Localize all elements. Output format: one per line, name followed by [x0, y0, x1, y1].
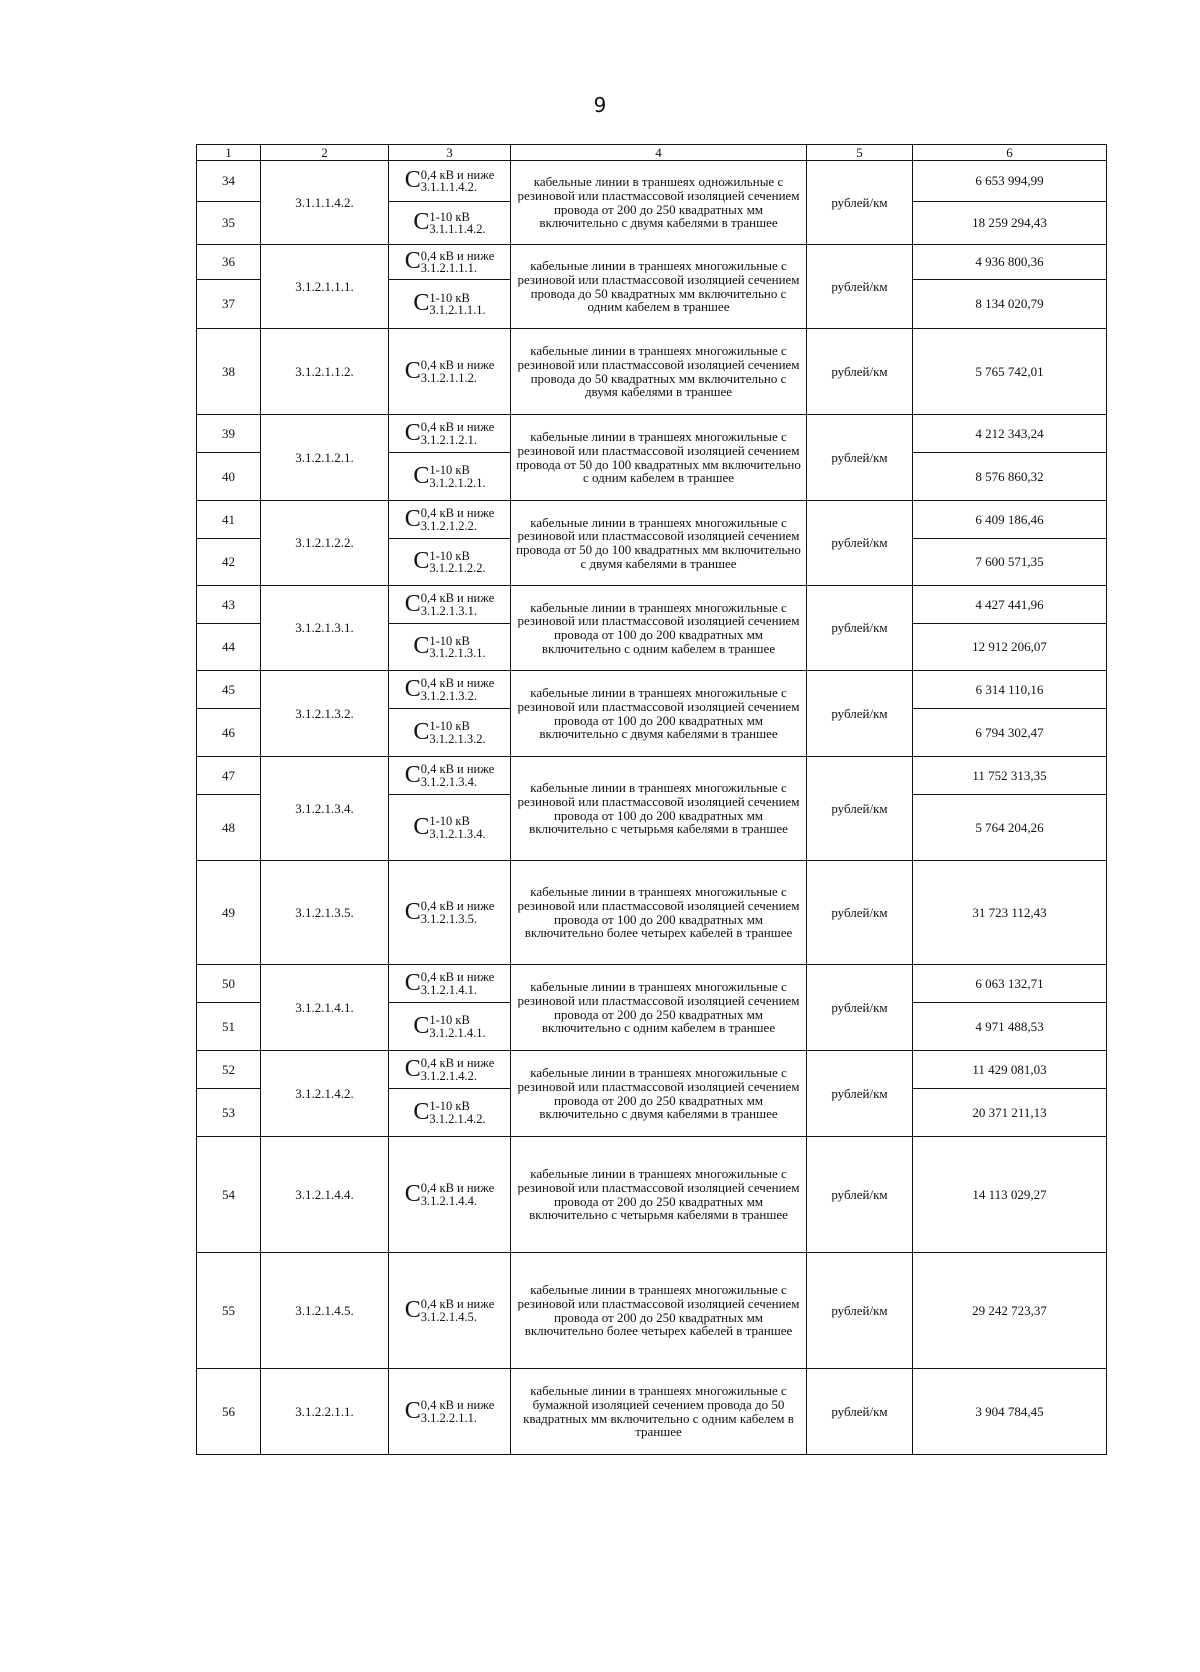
table-body: [197, 161, 1107, 1455]
row-number: 55: [197, 1253, 261, 1369]
code-subscript: 3.1.2.2.1.1.: [420, 1410, 477, 1425]
rate-letter: C: [413, 548, 430, 575]
code-subscript: 3.1.2.1.4.1.: [420, 982, 477, 997]
unit: рублей/км: [807, 1253, 913, 1369]
item-description: кабельные линии в траншеях многожильные с резиновой или пластмассовой изоляцией сечением провода от 200 до 250 квадратных мм включительно более четырех кабелей в траншее: [511, 1253, 807, 1369]
voltage-superscript: 0,4 кВ и ниже: [420, 358, 495, 372]
unit: рублей/км: [807, 757, 913, 861]
rate-symbol: [389, 1253, 511, 1369]
code-subscript: 3.1.2.1.4.2.: [429, 1111, 486, 1126]
voltage-superscript: 0,4 кВ и ниже: [420, 1398, 495, 1412]
row-number: 43: [197, 586, 261, 624]
voltage-superscript: 0,4 кВ и ниже: [420, 248, 495, 263]
table-row: [197, 586, 1107, 624]
rate-value: 3 904 784,45: [913, 1369, 1107, 1455]
rate-value: 20 371 211,13: [913, 1089, 1107, 1137]
table-row: [197, 415, 1107, 453]
rate-value: 14 113 029,27: [913, 1137, 1107, 1253]
column-header: 4: [511, 145, 807, 161]
header-row: [197, 145, 1107, 161]
rate-symbol: [389, 161, 511, 202]
voltage-superscript: 1-10 кВ: [429, 1099, 470, 1113]
rate-letter: C: [413, 209, 430, 236]
rate-symbol: [389, 501, 511, 539]
rate-symbol: [389, 415, 511, 453]
row-number: 54: [197, 1137, 261, 1253]
rate-indices: [429, 292, 485, 317]
code-subscript: 3.1.2.1.1.1.: [429, 303, 486, 317]
row-number: 34: [197, 161, 261, 202]
row-number: 37: [197, 280, 261, 329]
rate-symbol: [389, 795, 511, 861]
row-number: 45: [197, 671, 261, 709]
unit: рублей/км: [807, 501, 913, 586]
row-number: 56: [197, 1369, 261, 1455]
rate-indices: [421, 250, 495, 275]
rate-letter: C: [404, 590, 421, 617]
table-row: [197, 1051, 1107, 1089]
rate-indices: [421, 971, 495, 996]
item-code: 3.1.1.1.4.2.: [261, 161, 389, 245]
rate-symbol: [389, 453, 511, 501]
item-description: кабельные линии в траншеях многожильные с резиновой или пластмассовой изоляцией сечением провода до 50 квадратных мм включительно с двумя кабелями в траншее: [511, 329, 807, 415]
item-code: 3.1.2.1.3.1.: [261, 586, 389, 671]
row-number: 42: [197, 539, 261, 586]
rate-value: 4 936 800,36: [913, 245, 1107, 280]
voltage-superscript: 0,4 кВ и ниже: [420, 591, 495, 605]
rate-symbol: [389, 671, 511, 709]
rate-symbol: [389, 624, 511, 671]
table-row: [197, 161, 1107, 202]
rate-letter: C: [404, 357, 421, 384]
rate-letter: C: [413, 718, 430, 745]
rate-indices: [429, 1100, 485, 1125]
item-code: 3.1.2.1.2.1.: [261, 415, 389, 501]
rate-symbol: [389, 1051, 511, 1089]
code-subscript: 3.1.2.1.1.1.: [420, 261, 477, 275]
row-number: 53: [197, 1089, 261, 1137]
table-row: [197, 757, 1107, 795]
rate-value: 4 427 441,96: [913, 586, 1107, 624]
rate-symbol: [389, 861, 511, 965]
table-row: [197, 329, 1107, 415]
code-subscript: 3.1.2.1.4.2.: [420, 1068, 477, 1083]
row-number: 51: [197, 1003, 261, 1051]
rate-indices: [421, 763, 495, 788]
code-subscript: 3.1.1.1.4.2.: [429, 222, 486, 236]
row-number: 39: [197, 415, 261, 453]
voltage-superscript: 0,4 кВ и ниже: [420, 506, 495, 520]
voltage-superscript: 0,4 кВ и ниже: [420, 762, 495, 776]
item-description: кабельные линии в траншеях многожильные с резиновой или пластмассовой изоляцией сечением провода от 200 до 250 квадратных мм включительно с четырьмя кабелями в траншее: [511, 1137, 807, 1253]
column-header: 6: [913, 145, 1107, 161]
rate-symbol: [389, 1369, 511, 1455]
rate-symbol: [389, 586, 511, 624]
item-code: 3.1.2.1.1.2.: [261, 329, 389, 415]
voltage-superscript: 0,4 кВ и ниже: [420, 970, 495, 984]
rate-indices: [421, 1298, 495, 1323]
rate-symbol: [389, 539, 511, 586]
rate-indices: [429, 211, 485, 236]
unit: рублей/км: [807, 861, 913, 965]
code-subscript: 3.1.2.1.4.4.: [420, 1193, 477, 1208]
code-subscript: 3.1.2.1.3.4.: [420, 774, 477, 789]
item-code: 3.1.2.1.1.1.: [261, 245, 389, 329]
rate-indices: [421, 507, 495, 532]
item-code: 3.1.2.1.2.2.: [261, 501, 389, 586]
rate-indices: [421, 359, 495, 384]
voltage-superscript: 1-10 кВ: [429, 548, 470, 563]
rate-value: 11 752 313,35: [913, 757, 1107, 795]
rate-letter: C: [413, 633, 430, 660]
table-row: [197, 1369, 1107, 1455]
unit: рублей/км: [807, 329, 913, 415]
voltage-superscript: 0,4 кВ и ниже: [420, 899, 495, 913]
table-row: [197, 1137, 1107, 1253]
voltage-superscript: 1-10 кВ: [429, 633, 470, 648]
rate-letter: C: [404, 1296, 421, 1323]
unit: рублей/км: [807, 586, 913, 671]
voltage-superscript: 1-10 кВ: [429, 1013, 470, 1027]
rate-letter: C: [404, 419, 421, 446]
row-number: 44: [197, 624, 261, 671]
item-code: 3.1.2.1.3.2.: [261, 671, 389, 757]
voltage-superscript: 0,4 кВ и ниже: [420, 676, 495, 690]
code-subscript: 3.1.2.1.3.1.: [420, 603, 477, 618]
unit: рублей/км: [807, 965, 913, 1051]
code-subscript: 3.1.2.1.3.5.: [420, 911, 477, 926]
voltage-superscript: 0,4 кВ и ниже: [420, 420, 495, 434]
voltage-superscript: 0,4 кВ и ниже: [420, 1297, 495, 1311]
item-description: кабельные линии в траншеях многожильные с резиновой или пластмассовой изоляцией сечением провода от 50 до 100 квадратных мм включительно с одним кабелем в траншее: [511, 415, 807, 501]
rate-value: 5 765 742,01: [913, 329, 1107, 415]
code-subscript: 3.1.2.1.2.1.: [420, 432, 477, 447]
rate-letter: C: [404, 1397, 421, 1424]
rate-symbol: [389, 329, 511, 415]
code-subscript: 3.1.2.1.3.2.: [420, 688, 477, 703]
unit: рублей/км: [807, 1369, 913, 1455]
rate-indices: [429, 815, 485, 840]
unit: рублей/км: [807, 415, 913, 501]
rate-letter: C: [404, 248, 421, 275]
rate-value: 6 653 994,99: [913, 161, 1107, 202]
row-number: 40: [197, 453, 261, 501]
rate-letter: C: [413, 290, 430, 317]
rate-value: 8 576 860,32: [913, 453, 1107, 501]
item-code: 3.1.2.1.3.5.: [261, 861, 389, 965]
rate-value: 7 600 571,35: [913, 539, 1107, 586]
item-description: кабельные линии в траншеях многожильные с резиновой или пластмассовой изоляцией сечением провода до 50 квадратных мм включительно с одним кабелем в траншее: [511, 245, 807, 329]
rate-letter: C: [404, 675, 421, 702]
row-number: 47: [197, 757, 261, 795]
code-subscript: 3.1.2.1.3.2.: [429, 731, 486, 746]
unit: рублей/км: [807, 245, 913, 329]
rate-value: 31 723 112,43: [913, 861, 1107, 965]
row-number: 35: [197, 202, 261, 245]
table-row: [197, 861, 1107, 965]
table-row: [197, 965, 1107, 1003]
rate-indices: [429, 720, 485, 745]
table-row: [197, 501, 1107, 539]
rate-symbol: [389, 709, 511, 757]
item-description: кабельные линии в траншеях многожильные с резиновой или пластмассовой изоляцией сечением провода от 200 до 250 квадратных мм включительно с одним кабелем в траншее: [511, 965, 807, 1051]
page-number: 9: [593, 93, 607, 117]
rate-letter: C: [413, 462, 430, 489]
code-subscript: 3.1.2.1.3.4.: [429, 826, 486, 841]
row-number: 48: [197, 795, 261, 861]
item-description: кабельные линии в траншеях многожильные с резиновой или пластмассовой изоляцией сечением провода от 100 до 200 квадратных мм включительно с двумя кабелями в траншее: [511, 671, 807, 757]
code-subscript: 3.1.1.1.4.2.: [420, 180, 477, 194]
rate-value: 6 409 186,46: [913, 501, 1107, 539]
rate-letter: C: [404, 1180, 421, 1207]
rate-value: 29 242 723,37: [913, 1253, 1107, 1369]
item-code: 3.1.2.1.4.4.: [261, 1137, 389, 1253]
item-code: 3.1.2.2.1.1.: [261, 1369, 389, 1455]
table-row: [197, 671, 1107, 709]
row-number: 36: [197, 245, 261, 280]
rate-value: 6 314 110,16: [913, 671, 1107, 709]
unit: рублей/км: [807, 161, 913, 245]
item-description: кабельные линии в траншеях одножильные с резиновой или пластмассовой изоляцией сечением провода от 200 до 250 квадратных мм включительно с двумя кабелями в траншее: [511, 161, 807, 245]
rate-letter: C: [404, 898, 421, 925]
rate-value: 8 134 020,79: [913, 280, 1107, 329]
rate-letter: C: [413, 813, 430, 840]
rate-indices: [421, 1399, 495, 1424]
rate-letter: C: [404, 761, 421, 788]
rate-value: 4 212 343,24: [913, 415, 1107, 453]
item-description: кабельные линии в траншеях многожильные с резиновой или пластмассовой изоляцией сечением провода от 100 до 200 квадратных мм включительно с четырьмя кабелями в траншее: [511, 757, 807, 861]
code-subscript: 3.1.2.1.4.1.: [429, 1025, 486, 1040]
rate-letter: C: [413, 1098, 430, 1125]
code-subscript: 3.1.2.1.2.1.: [429, 475, 486, 490]
rate-symbol: [389, 245, 511, 280]
voltage-superscript: 1-10 кВ: [429, 290, 470, 305]
rate-value: 18 259 294,43: [913, 202, 1107, 245]
code-subscript: 3.1.2.1.2.2.: [429, 561, 486, 575]
rate-indices: [421, 169, 495, 194]
column-header: 1: [197, 145, 261, 161]
voltage-superscript: 1-10 кВ: [429, 719, 470, 733]
rate-value: 11 429 081,03: [913, 1051, 1107, 1089]
voltage-superscript: 0,4 кВ и ниже: [420, 1056, 495, 1070]
rate-value: 4 971 488,53: [913, 1003, 1107, 1051]
unit: рублей/км: [807, 1137, 913, 1253]
row-number: 52: [197, 1051, 261, 1089]
item-description: кабельные линии в траншеях многожильные с бумажной изоляцией сечением провода до 50 квадратных мм включительно с одним кабелем в траншее: [511, 1369, 807, 1455]
rate-symbol: [389, 1137, 511, 1253]
rate-value: 12 912 206,07: [913, 624, 1107, 671]
rate-indices: [421, 1057, 495, 1082]
tariff-table: [196, 144, 1107, 1455]
item-description: кабельные линии в траншеях многожильные с резиновой или пластмассовой изоляцией сечением провода от 200 до 250 квадратных мм включительно с двумя кабелями в траншее: [511, 1051, 807, 1137]
voltage-superscript: 0,4 кВ и ниже: [420, 167, 495, 182]
column-header: 5: [807, 145, 913, 161]
rate-letter: C: [413, 1012, 430, 1039]
row-number: 38: [197, 329, 261, 415]
rate-symbol: [389, 280, 511, 329]
code-subscript: 3.1.2.1.3.1.: [429, 646, 486, 660]
unit: рублей/км: [807, 671, 913, 757]
rate-symbol: [389, 757, 511, 795]
rate-letter: C: [404, 167, 421, 194]
rate-indices: [429, 550, 485, 575]
column-header: 3: [389, 145, 511, 161]
rate-indices: [421, 900, 495, 925]
code-subscript: 3.1.2.1.2.2.: [420, 518, 477, 533]
unit: рублей/км: [807, 1051, 913, 1137]
rate-indices: [429, 1014, 485, 1039]
rate-letter: C: [404, 1055, 421, 1082]
rate-indices: [421, 421, 495, 446]
voltage-superscript: 1-10 кВ: [429, 814, 470, 828]
rate-indices: [421, 1182, 495, 1207]
rate-symbol: [389, 965, 511, 1003]
item-code: 3.1.2.1.4.5.: [261, 1253, 389, 1369]
item-description: кабельные линии в траншеях многожильные с резиновой или пластмассовой изоляцией сечением провода от 100 до 200 квадратных мм включительно с одним кабелем в траншее: [511, 586, 807, 671]
rate-symbol: [389, 1089, 511, 1137]
rate-indices: [421, 677, 495, 702]
voltage-superscript: 1-10 кВ: [429, 209, 470, 224]
item-description: кабельные линии в траншеях многожильные с резиновой или пластмассовой изоляцией сечением провода от 50 до 100 квадратных мм включительно с двумя кабелями в траншее: [511, 501, 807, 586]
voltage-superscript: 0,4 кВ и ниже: [420, 1181, 495, 1195]
rate-letter: C: [404, 505, 421, 532]
item-code: 3.1.2.1.4.1.: [261, 965, 389, 1051]
row-number: 49: [197, 861, 261, 965]
rate-letter: C: [404, 969, 421, 996]
rate-indices: [429, 464, 485, 489]
table-row: [197, 1253, 1107, 1369]
rate-symbol: [389, 1003, 511, 1051]
rate-indices: [421, 592, 495, 617]
code-subscript: 3.1.2.1.1.2.: [420, 370, 477, 385]
rate-value: 6 063 132,71: [913, 965, 1107, 1003]
item-description: кабельные линии в траншеях многожильные с резиновой или пластмассовой изоляцией сечением провода от 100 до 200 квадратных мм включительно более четырех кабелей в траншее: [511, 861, 807, 965]
column-header: 2: [261, 145, 389, 161]
item-code: 3.1.2.1.3.4.: [261, 757, 389, 861]
row-number: 41: [197, 501, 261, 539]
rate-value: 6 794 302,47: [913, 709, 1107, 757]
rate-symbol: [389, 202, 511, 245]
row-number: 46: [197, 709, 261, 757]
rate-indices: [429, 635, 485, 660]
table-row: [197, 245, 1107, 280]
voltage-superscript: 1-10 кВ: [429, 463, 470, 477]
row-number: 50: [197, 965, 261, 1003]
code-subscript: 3.1.2.1.4.5.: [420, 1309, 477, 1324]
rate-value: 5 764 204,26: [913, 795, 1107, 861]
item-code: 3.1.2.1.4.2.: [261, 1051, 389, 1137]
